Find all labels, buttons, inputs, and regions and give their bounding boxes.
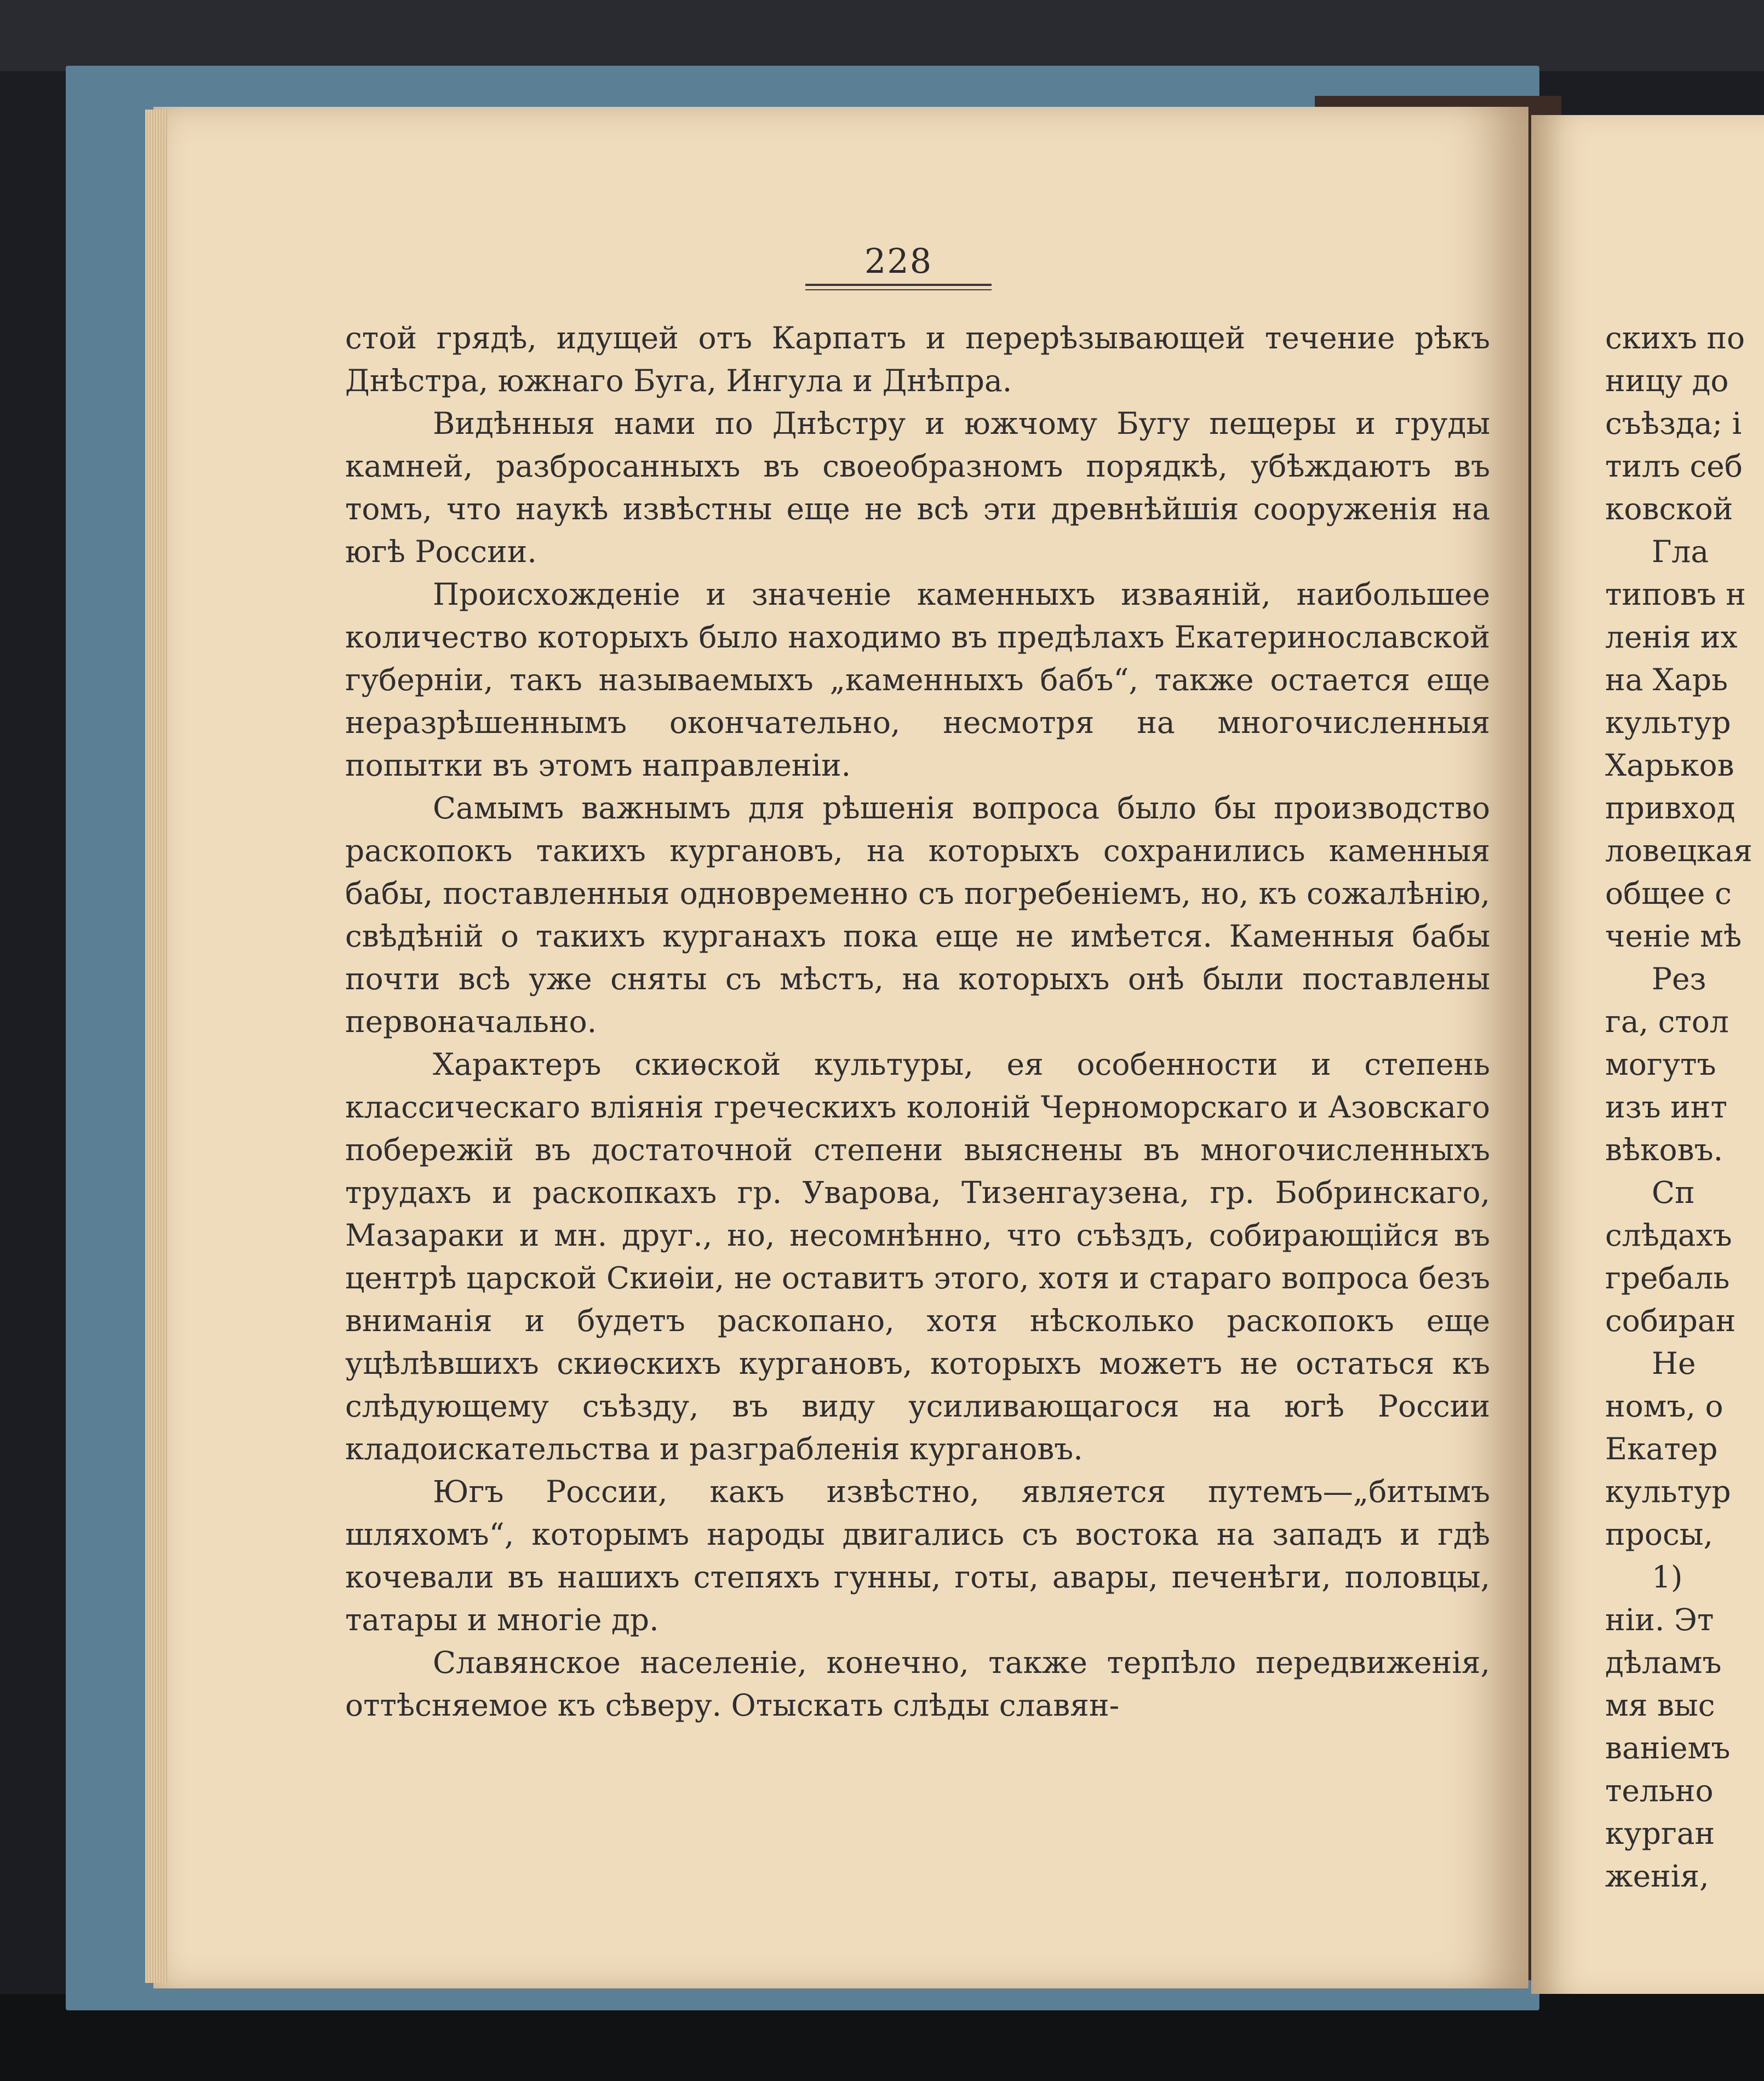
right-page-line: дѣламъ	[1605, 1645, 1722, 1680]
right-page-line: Гла	[1652, 534, 1709, 569]
right-page-line: типовъ н	[1605, 577, 1746, 612]
right-page-line: тельно	[1605, 1773, 1714, 1808]
right-page-line: вѣковъ.	[1605, 1132, 1723, 1167]
paragraph: Югъ России, какъ извѣстно, является путемъ—„битымъ шляхомъ“, которымъ народы двигались съ востока на западъ и гдѣ кочевали въ нашихъ степяхъ гунны, готы, авары, печенѣги, половцы, татары и многіе др.	[345, 1474, 1490, 1637]
paragraph: Происхожденіе и значеніе каменныхъ изваяній, наибольшее количество которыхъ было находимо въ предѣлахъ Екатеринославской губерніи, такъ называемыхъ „каменныхъ бабъ“, также остается еще неразрѣшеннымъ окончательно, несмотря на многочисленныя попытки въ этомъ направленіи.	[345, 577, 1490, 783]
right-page-line: привход	[1605, 790, 1736, 825]
right-page-line: ленія их	[1605, 620, 1738, 655]
paragraph: Характеръ скиѳской культуры, ея особенности и степень классическаго вліянія греческихъ колоній Черноморскаго и Азовскаго побережій въ достаточной степени выяснены въ многочисленныхъ трудахъ и раскопкахъ гр. Уварова, Тизенгаузена, гр. Бобринскаго, Мазараки и мн. друг., но, несомнѣнно, что съѣздъ, собирающійся въ центрѣ царской Скиѳіи, не оставитъ этого, хотя и стараго вопроса безъ вниманія и будетъ раскопано, хотя нѣсколько раскопокъ еще уцѣлѣвшихъ скиѳскихъ кургановъ, которыхъ можетъ не остаться къ слѣдующему съѣзду, въ виду усиливающагося на югѣ России кладоискательства и разграбленія кургановъ.	[345, 1047, 1490, 1466]
right-page-line: ваніемъ	[1605, 1730, 1731, 1765]
right-page-line: общее с	[1605, 876, 1732, 911]
right-page-line: гребаль	[1605, 1260, 1730, 1295]
background-top	[0, 0, 1764, 71]
right-page-line: Харьков	[1605, 748, 1734, 783]
right-page-line: Сп	[1652, 1175, 1695, 1210]
page-number-rule-bottom	[805, 289, 992, 290]
right-page-line: ницу до	[1605, 363, 1729, 398]
page-number-rule-top	[805, 284, 992, 286]
right-page-line: ковской	[1605, 491, 1733, 526]
right-page-line: курган	[1605, 1816, 1715, 1851]
paragraph: Славянское населеніе, конечно, также терпѣло передвиженія, оттѣсняемое къ сѣверу. Отыскать слѣды славян-	[345, 1645, 1490, 1723]
right-page-line: Екатер	[1605, 1431, 1718, 1466]
right-page-line: скихъ по	[1605, 320, 1745, 356]
left-page-text	[345, 317, 1490, 1727]
right-page-line: собиран	[1605, 1303, 1736, 1338]
right-page-line: ловецкая	[1605, 833, 1752, 868]
right-page-line: ченіе мѣ	[1605, 919, 1742, 954]
right-page-line: женія,	[1605, 1859, 1709, 1894]
right-page-line: ніи. Эт	[1605, 1602, 1714, 1637]
right-page-line: культур	[1605, 1474, 1731, 1509]
right-page-line: изъ инт	[1605, 1090, 1727, 1125]
page-number: 228	[864, 241, 933, 281]
right-page-line: слѣдахъ	[1605, 1218, 1732, 1253]
right-page-line: 1)	[1652, 1560, 1683, 1595]
right-page-line: Рез	[1652, 961, 1706, 996]
right-page-line: могутъ	[1605, 1047, 1716, 1082]
right-page-text	[1605, 317, 1764, 1897]
right-page-line: Не	[1652, 1346, 1696, 1381]
right-page-line: съѣзда; і	[1605, 406, 1742, 441]
right-page-line: номъ, о	[1605, 1389, 1723, 1424]
page-edges	[145, 110, 167, 1983]
right-page-line: мя выс	[1605, 1688, 1715, 1723]
right-page-line: на Харь	[1605, 662, 1728, 697]
paragraph: Самымъ важнымъ для рѣшенія вопроса было бы производство раскопокъ такихъ кургановъ, на которыхъ сохранились каменныя бабы, поставленныя одновременно съ погребеніемъ, но, къ сожалѣнію, свѣдѣній о такихъ курганахъ пока еще не имѣется. Каменныя бабы почти всѣ уже сняты съ мѣстъ, на которыхъ онѣ были поставлены первоначально.	[345, 790, 1490, 1039]
right-page-line: тилъ себ	[1605, 449, 1743, 484]
paragraph: стой грядѣ, идущей отъ Карпатъ и перерѣзывающей течение рѣкъ Днѣстра, южнаго Буга, Ингула и Днѣпра.	[345, 320, 1490, 398]
right-page-line: га, стол	[1605, 1004, 1729, 1039]
right-page-line: просы,	[1605, 1517, 1714, 1552]
paragraph: Видѣнныя нами по Днѣстру и южчому Бугу пещеры и груды камней, разбросанныхъ въ своеобразномъ порядкѣ, убѣждаютъ въ томъ, что наукѣ извѣстны еще не всѣ эти древнѣйшія сооруженія на югѣ России.	[345, 406, 1490, 569]
right-page-line: культур	[1605, 705, 1731, 740]
